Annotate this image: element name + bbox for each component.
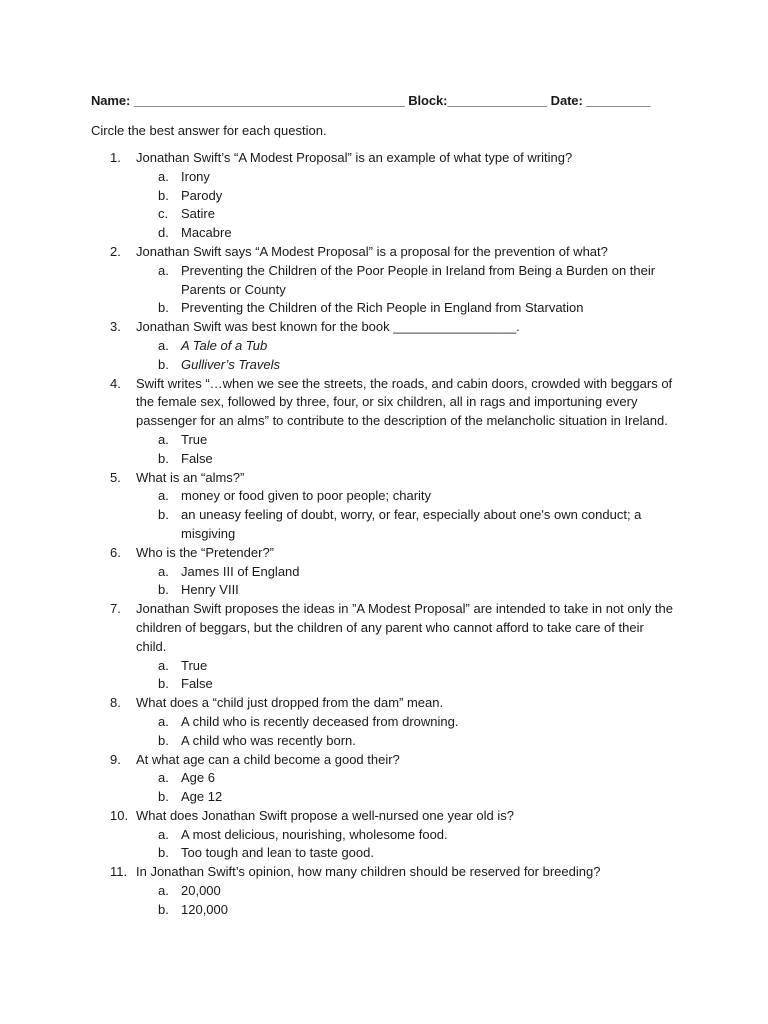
answer-options — [0, 487, 768, 543]
question-list — [0, 149, 768, 920]
option-text: A most delicious, nourishing, wholesome food. — [181, 826, 448, 842]
answer-option — [0, 844, 768, 863]
option-letter: a. — [158, 657, 169, 673]
option-letter: a. — [158, 563, 169, 579]
option-letter: b. — [158, 732, 169, 748]
question-item — [0, 600, 768, 694]
option-text: James III of England — [181, 563, 300, 579]
question-item — [0, 751, 768, 807]
header-fields-line — [91, 93, 691, 108]
option-letter: b. — [158, 300, 169, 316]
option-letter: a. — [158, 713, 169, 729]
option-text: Henry VIII — [181, 582, 239, 598]
answer-option — [0, 581, 768, 600]
option-letter: d. — [158, 225, 169, 241]
question-text: In Jonathan Swift’s opinion, how many children should be reserved for breeding? — [136, 864, 601, 880]
option-text: Age 12 — [181, 789, 223, 805]
answer-option — [0, 563, 768, 582]
answer-option — [0, 732, 768, 751]
option-text: Age 6 — [181, 770, 215, 786]
question-text: Jonathan Swift’s “A Modest Proposal” is an example of what type of writing? — [136, 150, 573, 165]
question-item — [0, 149, 768, 243]
question-number: 10. — [110, 807, 129, 823]
question-text: Jonathan Swift was best known for the book _________________. — [136, 319, 520, 335]
question-text: Who is the “Pretender?” — [136, 544, 275, 560]
answer-option — [0, 450, 768, 469]
question-item — [0, 318, 768, 374]
option-text: Parody — [181, 187, 223, 203]
answer-options — [0, 431, 768, 469]
question-number: 6. — [110, 544, 121, 560]
question-number: 5. — [110, 469, 121, 485]
answer-option — [0, 657, 768, 676]
option-text: an uneasy feeling of doubt, worry, or fear, especially about one's own conduct; a misgiving — [181, 507, 642, 541]
question-text: Swift writes “…when we see the streets, the roads, and cabin doors, crowded with beggars of the female sex, followed by three, four, or six children, all in rags and importuning every passenger for an alms” to contribute to the description of the melancholic situation in Ireland. — [136, 375, 673, 429]
option-text: False — [181, 450, 213, 466]
option-text: Preventing the Children of the Poor People in Ireland from Being a Burden on their Parents or County — [181, 262, 656, 297]
answer-option — [0, 356, 768, 375]
option-text: A Tale of a Tub — [181, 337, 268, 353]
option-text: 20,000 — [181, 883, 221, 899]
option-text: A child who is recently deceased from drowning. — [181, 713, 459, 729]
question-item — [0, 375, 768, 469]
answer-option — [0, 882, 768, 901]
answer-options — [0, 882, 768, 920]
question-item — [0, 243, 768, 318]
answer-option — [0, 675, 768, 694]
answer-option — [0, 826, 768, 845]
option-letter: b. — [158, 582, 169, 598]
option-letter: b. — [158, 356, 169, 372]
option-letter: a. — [158, 262, 169, 278]
answer-option — [0, 769, 768, 788]
option-letter: b. — [158, 450, 169, 466]
option-text: Preventing the Children of the Rich People in England from Starvation — [181, 300, 584, 316]
answer-options — [0, 337, 768, 375]
option-letter: a. — [158, 883, 169, 899]
answer-option — [0, 224, 768, 243]
option-text: False — [181, 676, 213, 692]
question-number: 11. — [110, 864, 128, 880]
option-letter: c. — [158, 206, 169, 222]
question-text: Jonathan Swift says “A Modest Proposal” is a proposal for the prevention of what? — [136, 243, 608, 259]
option-letter: b. — [158, 507, 169, 523]
answer-option — [0, 713, 768, 732]
answer-option — [0, 262, 768, 300]
answer-option — [0, 431, 768, 450]
answer-options — [0, 168, 768, 243]
answer-options — [0, 826, 768, 864]
question-text: What does Jonathan Swift propose a well-nursed one year old is? — [136, 807, 514, 823]
question-item — [0, 469, 768, 544]
answer-options — [0, 657, 768, 695]
answer-options — [0, 262, 768, 318]
question-number: 2. — [110, 243, 121, 259]
question-item — [0, 544, 768, 600]
question-item — [0, 694, 768, 750]
option-letter: a. — [158, 168, 169, 184]
option-letter: b. — [158, 676, 169, 692]
answer-option — [0, 506, 768, 544]
question-number: 1. — [110, 150, 121, 165]
option-letter: a. — [158, 488, 169, 504]
question-item — [0, 807, 768, 863]
instructions: Circle the best answer for each question. — [91, 123, 327, 138]
option-letter: a. — [158, 337, 169, 353]
header-fields-text: Name: ______________________________________ Block:______________ Date: _________ — [91, 93, 651, 108]
answer-options — [0, 713, 768, 751]
option-letter: a. — [158, 431, 169, 447]
answer-options — [0, 769, 768, 807]
option-text: Too tough and lean to taste good. — [181, 845, 374, 861]
option-text: Macabre — [181, 225, 232, 241]
option-text: True — [181, 657, 208, 673]
option-text: Irony — [181, 168, 210, 184]
answer-options — [0, 563, 768, 601]
question-text: What does a “child just dropped from the dam” mean. — [136, 695, 444, 711]
question-text: What is an “alms?” — [136, 469, 245, 485]
option-text: 120,000 — [181, 901, 228, 917]
option-letter: b. — [158, 187, 169, 203]
option-text: Gulliver’s Travels — [181, 356, 280, 372]
option-letter: a. — [158, 826, 169, 842]
answer-option — [0, 487, 768, 506]
answer-option — [0, 187, 768, 206]
answer-option — [0, 901, 768, 920]
answer-option — [0, 168, 768, 187]
option-text: Satire — [181, 206, 215, 222]
option-text: A child who was recently born. — [181, 732, 356, 748]
answer-option — [0, 205, 768, 224]
answer-option — [0, 788, 768, 807]
question-number: 7. — [110, 601, 121, 617]
answer-option — [0, 337, 768, 356]
question-item — [0, 863, 768, 919]
question-number: 8. — [110, 695, 121, 711]
option-text: money or food given to poor people; charity — [181, 488, 432, 504]
option-letter: b. — [158, 845, 169, 861]
option-text: True — [181, 431, 208, 447]
option-letter: b. — [158, 789, 169, 805]
question-text: At what age can a child become a good their? — [136, 751, 400, 767]
answer-option — [0, 299, 768, 318]
question-number: 4. — [110, 375, 121, 391]
option-letter: a. — [158, 770, 169, 786]
question-number: 9. — [110, 751, 121, 767]
option-letter: b. — [158, 901, 169, 917]
question-number: 3. — [110, 319, 121, 335]
question-text: Jonathan Swift proposes the ideas in ”A Modest Proposal” are intended to take in not only the children of beggars, but the children of any parent who cannot afford to take care of their child. — [136, 601, 673, 654]
